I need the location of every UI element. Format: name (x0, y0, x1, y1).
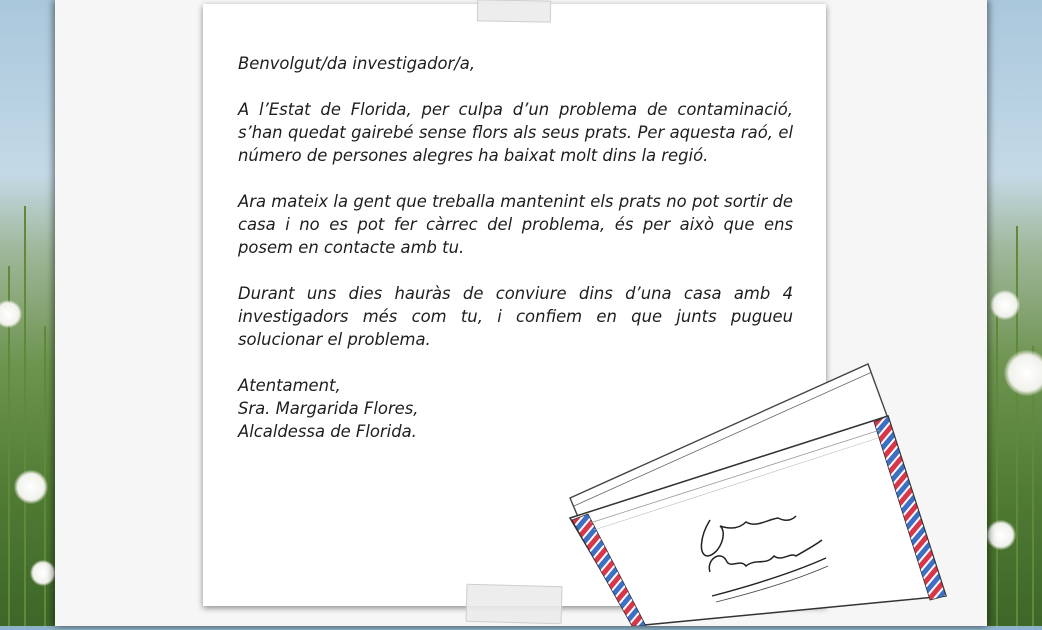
letter-signer-title: Alcaldessa de Florida. (238, 422, 417, 441)
bottom-tape (466, 584, 563, 625)
envelope-icon (560, 360, 960, 626)
meadow-background-left (0, 0, 60, 626)
letter-paragraph-3: Durant uns dies hauràs de conviure dins d’una casa amb 4 investigadors més com tu, i confiem en que junts pugueu solucionar el problema. (238, 284, 793, 349)
letter-paragraph-1: A l’Estat de Florida, per culpa d’un problema de contaminació, s’han quedat gairebé sense flors als seus prats. Per aquesta raó, el número de persones alegres ha baixat molt dins la regió. (238, 100, 793, 165)
top-tape (477, 0, 551, 23)
meadow-background-right (982, 0, 1042, 626)
letter-signer-name: Sra. Margarida Flores, (238, 399, 419, 418)
letter-paragraph-2: Ara mateix la gent que treballa mantenint els prats no pot sortir de casa i no es pot fer càrrec del problema, és per això que ens posem en contacte amb tu. (238, 192, 793, 257)
letter-greeting: Benvolgut/da investigador/a, (238, 54, 476, 73)
letter-closing: Atentament, (238, 376, 341, 395)
airmail-envelope[interactable] (560, 360, 960, 626)
